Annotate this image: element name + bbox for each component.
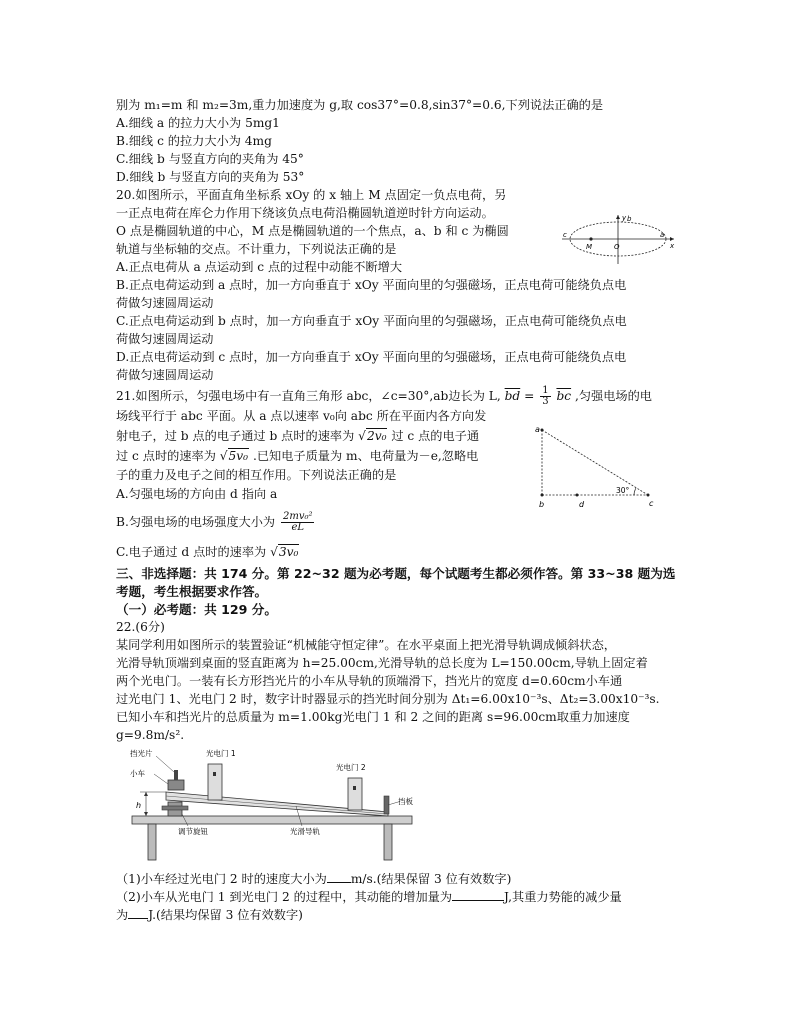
- leader-shade: [156, 756, 174, 772]
- label-shade: 挡光片: [130, 749, 153, 758]
- question-20-stem-3: O 点是椭圆轨道的中心，M 点是椭圆轨道的一个焦点，a、b 和 c 为椭圆: [116, 224, 509, 238]
- question-22-stem-6: g=9.8m/s².: [116, 728, 185, 742]
- point-d: [576, 494, 579, 497]
- q21-b-frac-den: eL: [291, 522, 304, 533]
- q21-text-6: .已知电子质量为 m、电荷量为－e,忽略电: [252, 449, 479, 463]
- question-22-part-1: [116, 870, 511, 887]
- table-top: [132, 816, 412, 824]
- leader-cart: [154, 774, 168, 784]
- label-rail: 光滑导轨: [290, 827, 320, 836]
- label-cart: 小车: [130, 769, 145, 778]
- q22-p2-text-2: J,其重力势能的减少量: [504, 890, 622, 904]
- option-20-b: B.正点电荷运动到 a 点时，加一方向垂直于 xOy 平面向里的匀强磁场，正点电荷可能绕负点电: [116, 278, 627, 292]
- cart: [168, 780, 184, 790]
- label-c: c: [649, 499, 654, 508]
- q21-sqrt-sign-3: √: [270, 545, 278, 559]
- q21-c-text: C.电子通过 d 点时的速率为: [116, 545, 267, 559]
- question-22-part-2-cont: [116, 906, 303, 923]
- q22-p2-blank-2: [128, 906, 148, 919]
- triangle-abc-figure: [530, 420, 660, 512]
- q21-sqrt-3v0: 3v₀: [278, 545, 299, 559]
- q21-bd: $\overline{bd}$: [504, 389, 521, 403]
- q21-text-1: 21.如图所示，匀强电场中有一直角三角形 abc，∠c=30°,ab边长为 L,: [116, 389, 501, 403]
- q22-p2-blank-1: [452, 888, 504, 901]
- q22-p2-text: （2)小车从光电门 1 到光电门 2 的过程中，其动能的增加量为: [116, 890, 453, 904]
- adjust-knob: [162, 806, 188, 810]
- question-22-stem-3: 两个光电门。一装有长方形挡光片的小车从导轨的顶端滑下，挡光片的宽度 d=0.60cm小车通: [116, 674, 623, 688]
- section-3-heading: 三、非选择题：共 174 分。第 22~32 题为必考题，每个试题考生都必须作答。第 33~38 题为选: [116, 566, 676, 581]
- question-21-stem-2: 场线平行于 abc 平面。从 a 点以速率 v₀向 abc 所在平面内各方向发: [116, 409, 487, 423]
- label-M: M: [586, 243, 593, 251]
- h-arrow-bottom: [144, 812, 148, 816]
- h-arrow-top: [144, 792, 148, 796]
- point-b: [541, 494, 544, 497]
- y-axis-arrow: [616, 215, 620, 219]
- photogate-2-sensor: [353, 786, 356, 790]
- question-21-stem-5: 子的重力及电子之间的相互作用。下列说法正确的是: [116, 468, 397, 482]
- q21-fraction: [540, 386, 550, 407]
- q22-p2-text-3: 为: [116, 908, 129, 922]
- label-angle: 30°: [616, 486, 630, 495]
- q21-b-text: B.匀强电场的电场强度大小为: [116, 515, 276, 529]
- question-22-stem-1: 某同学利用如图所示的装置验证“机械能守恒定律”。在水平桌面上把光滑导轨调成倾斜状态，: [116, 638, 616, 652]
- q22-p1-blank: [327, 870, 351, 883]
- question-22-header: 22.(6分): [116, 620, 165, 634]
- q21-sqrt-5v0: 5v₀: [228, 449, 249, 463]
- label-stop: 挡板: [398, 797, 413, 806]
- x-axis-arrow: [670, 237, 674, 241]
- option-21-b: [116, 512, 316, 533]
- label-knob: 调节旋钮: [178, 827, 208, 836]
- q21-text-3: 射电子，过 b 点的电子通过 b 点时的速率为: [116, 429, 355, 443]
- label-y: y: [622, 214, 627, 222]
- q21-equals: =: [524, 389, 535, 403]
- label-b: b: [539, 500, 545, 509]
- leader-stop: [388, 802, 398, 805]
- question-22-stem-2: 光滑导轨顶端到桌面的竖直距离为 h=25.00cm,光滑导轨的总长度为 L=150.00cm,导轨上固定着: [116, 656, 648, 670]
- q21-sqrt-sign-2: √: [219, 449, 228, 463]
- question-20-stem-4: 轨道与坐标轴的交点。不计重力，下列说法正确的是: [116, 242, 397, 256]
- point-c: [647, 494, 650, 497]
- photogate-1-sensor: [213, 772, 216, 776]
- q21-sqrt-sign-1: √: [358, 429, 366, 443]
- option-20-c: C.正点电荷运动到 b 点时，加一方向垂直于 xOy 平面向里的匀强磁场，正点电荷可能绕负点电: [116, 314, 627, 328]
- q21-text-2: ,匀强电场的电: [574, 389, 652, 403]
- option-19-c: C.细线 b 与竖直方向的夹角为 45°: [116, 152, 304, 166]
- label-d: d: [579, 500, 585, 509]
- question-21-stem-3: [116, 428, 479, 444]
- q21-bc: $\overline{bc}$: [556, 389, 572, 403]
- photogate-1: [208, 764, 222, 800]
- q21-frac-num: 1: [542, 385, 549, 396]
- question-22-stem-4: 过光电门 1、光电门 2 时，数字计时器显示的挡光时间分别为 Δt₁=6.00x10⁻³s、Δt₂=3.00x10⁻³s.: [116, 692, 660, 706]
- label-gate-1: 光电门 1: [206, 749, 236, 758]
- label-b: b: [627, 215, 632, 223]
- option-20-d-cont: 荷做匀速圆周运动: [116, 368, 214, 382]
- label-h: h: [136, 801, 142, 810]
- table-leg-left: [148, 824, 156, 860]
- question-21-stem-4: [116, 448, 478, 464]
- option-20-c-cont: 荷做匀速圆周运动: [116, 332, 214, 346]
- label-c: c: [563, 231, 567, 239]
- section-3-heading-cont: 考题，考生根据要求作答。: [116, 584, 268, 599]
- q21-b-fraction: [281, 512, 315, 533]
- shade-plate: [174, 770, 178, 780]
- option-19-d: D.细线 b 与竖直方向的夹角为 53°: [116, 170, 305, 184]
- angle-arc: [634, 488, 636, 495]
- question-21-stem-1: [116, 386, 652, 407]
- q22-p2-text-4: J.(结果均保留 3 位有效数字): [148, 908, 303, 922]
- q21-sqrt-2v0: 2v₀: [366, 429, 387, 443]
- question-22-part-2: [116, 888, 622, 905]
- q21-text-4: 过 c 点的电子通: [391, 429, 480, 443]
- point-a: [541, 429, 544, 432]
- required-questions-heading: （一）必考题：共 129 分。: [116, 602, 277, 617]
- question-22-stem-5: 已知小车和挡光片的总质量为 m=1.00kg光电门 1 和 2 之间的距离 s=96.00cm取重力加速度: [116, 710, 630, 724]
- photogate-2: [348, 778, 362, 810]
- q22-p1-unit: m/s.(结果保留 3 位有效数字): [350, 872, 512, 886]
- question-20-stem-2: 一正点电荷在库仑力作用下绕该负点电荷沿椭圆轨道逆时针方向运动。: [116, 206, 494, 220]
- point-M: [589, 237, 592, 240]
- option-20-a: A.正点电荷从 a 点运动到 c 点的过程中动能不断增大: [116, 260, 403, 274]
- q21-b-frac-num: 2mv₀²: [282, 511, 313, 522]
- label-gate-2: 光电门 2: [336, 763, 366, 772]
- option-19-a: A.细线 a 的拉力大小为 5mg1: [116, 116, 280, 130]
- option-20-d: D.正点电荷运动到 c 点时，加一方向垂直于 xOy 平面向里的匀强磁场，正点电荷可能绕负点电: [116, 350, 627, 364]
- apparatus-figure: [126, 744, 422, 862]
- option-20-b-cont: 荷做匀速圆周运动: [116, 296, 214, 310]
- q21-frac-den: 3: [542, 396, 549, 407]
- ellipse-orbit-figure: [560, 212, 678, 266]
- table-leg-right: [384, 824, 392, 860]
- option-21-a: A.匀强电场的方向由 d 指向 a: [116, 487, 278, 501]
- label-x: x: [670, 242, 675, 250]
- label-a: a: [660, 231, 665, 239]
- q22-p1-text: （1)小车经过光电门 2 时的速度大小为: [116, 872, 327, 886]
- question-19-continued: 别为 m₁=m 和 m₂=3m,重力加速度为 g,取 cos37°=0.8,sin37°=0.6,下列说法正确的是: [116, 98, 604, 112]
- label-a: a: [535, 425, 540, 434]
- label-O: O: [614, 243, 620, 251]
- q21-text-5: 过 c 点时的速率为: [116, 449, 216, 463]
- question-20-stem-1: 20.如图所示，平面直角坐标系 xOy 的 x 轴上 M 点固定一负点电荷，另: [116, 188, 507, 202]
- option-19-b: B.细线 c 的拉力大小为 4mg: [116, 134, 272, 148]
- side-ac: [542, 430, 648, 495]
- option-21-c: [116, 544, 299, 560]
